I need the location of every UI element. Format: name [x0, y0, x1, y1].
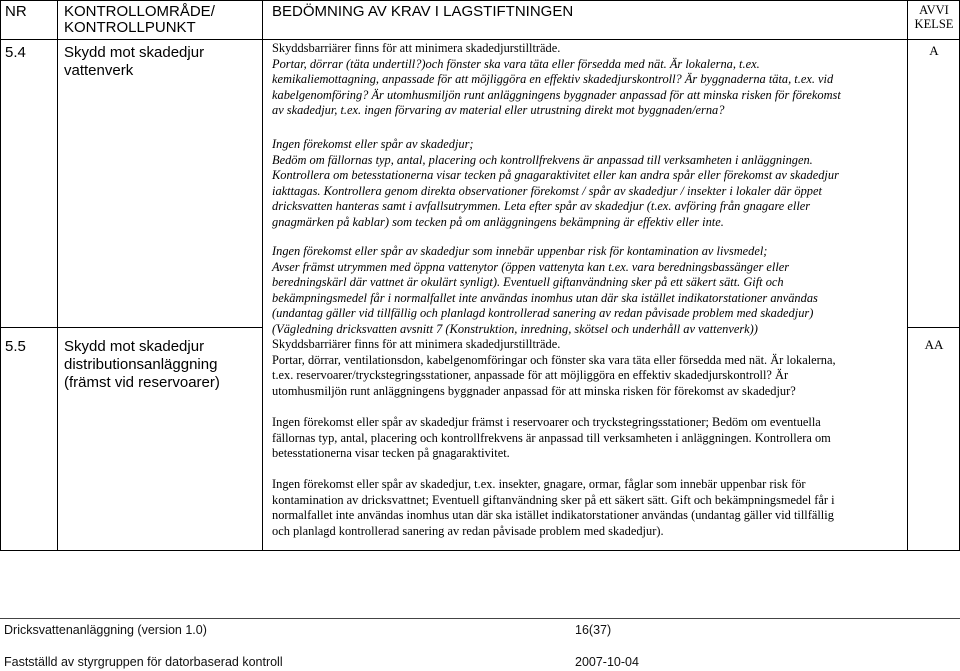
table-bottom-border: [0, 550, 960, 551]
row-5-5-block-1: Skyddsbarriärer finns för att minimera skadedjurstillträde. Portar, dörrar, ventilationsdon, kabelgenomföringar och fönster ska vara täta eller försedda med nät. Är lokalerna, t.ex. reservoarer/tryckstegringsstationer, anpassade för att möjliggöra en effektiv skadedjurskontroll? Är utomhusmiljön runt anläggningens byggnader anpassad för att minska risken för förekomst av skadedjur?: [272, 337, 836, 398]
footer-approved-by: Fastställd av styrgruppen för datorbaserad kontroll: [4, 655, 283, 669]
row-5-5-nr: 5.5: [5, 338, 26, 355]
row-5-5-block-3: Ingen förekomst eller spår av skadedjur, t.ex. insekter, gnagare, ormar, fåglar som innebär uppenbar risk för kontamination av dricksvattnet; Eventuell giftanvändning sker på ett säkert sätt. Gift och bekämpningsmedel får i normalfallet inte användas inomhus utan där ska istället indikatorstationer användas (undantag gäller vid tillfällig och planlagd kontrollerad sanering av redan påvisade problem med skadedjur).: [272, 477, 835, 538]
footer-divider: [0, 618, 960, 619]
row-5-4-block-1: Skyddsbarriärer finns för att minimera skadedjurstillträde. Portar, dörrar (täta undertill?)och fönster ska vara täta eller försedda med nät. Är lokalerna, t.ex. kemikaliemottagning, anpassade för att möjliggöra en effektiv skadedjurskontroll? Är byggnaderna täta, t.ex. vid kabelgenomföring? Är utomhusmiljön runt anläggningens byggnader anpassad för att minska risken för förekomst av skadedjur, t.ex. ingen förvaring av material eller utrustning direkt mot byggnaden/erna?: [272, 41, 841, 117]
header-bottom-border: [0, 39, 960, 40]
row-5-4-nr: 5.4: [5, 44, 26, 61]
col-divider-area: [262, 0, 263, 551]
header-area: KONTROLLOMRÅDE/ KONTROLLPUNKT: [64, 3, 215, 36]
row-5-5-area: Skydd mot skadedjur distributionsanläggning (främst vid reservoarer): [64, 338, 220, 391]
row-5-4-block-2: Ingen förekomst eller spår av skadedjur; Bedöm om fällornas typ, antal, placering och kontrollfrekvens är anpassad till verksamheten i anläggningen. Kontrollera om betesstationerna visar tecken på gnagaraktivitet eller kan andra spår eller förekomst av skadedjur iakttagas. Kontrollera genom direkta observationer förekomst / spår av skadedjur / insekter i lokaler där öppet dricksvatten hanteras samt i avfallsutrymmen. Leta efter spår av skadedjur (t.ex. avföring från gnagare eller gnagmärken på kablar) som tecken på om anläggningens bekämpning är effektiv eller inte.: [272, 137, 839, 229]
footer-page-number: 16(37): [575, 623, 612, 637]
header-deviation: AVVI KELSE: [914, 3, 954, 31]
row-5-4-block-3: Ingen förekomst eller spår av skadedjur som innebär uppenbar risk för kontamination av livsmedel; Avser främst utrymmen med öppna vattenytor (öppen vattenyta kan t.ex. vara beredningsbassänger eller beredningskärl där vattnet är okulärt synligt). Eventuell giftanvändning sker på ett säkert sätt. Gift och bekämpningsmedel får i normalfallet inte användas inomhus utan där ska istället indikatorstationer användas (undantag gäller vid tillfällig och planlagd kontrollerad sanering av redan påvisade problem med skadedjur) (Vägledning dricksvatten avsnitt 7 (Konstruktion, inredning, skötsel och underhåll av vattenverk)): [272, 244, 818, 336]
footer-doc-title: Dricksvattenanläggning (version 1.0): [4, 623, 207, 637]
footer-date: 2007-10-04: [575, 655, 639, 669]
table-left-border: [0, 0, 1, 551]
row-5-5-block-2: Ingen förekomst eller spår av skadedjur främst i reservoarer och tryckstegringsstationer; Bedöm om eventuella fällornas typ, antal, placering och kontrollfrekvens är anpassad till verksamheten i anläggningen. Kontrollera om betesstationerna visar tecken på gnagaraktivitet.: [272, 415, 831, 460]
col-divider-nr: [57, 0, 58, 551]
row-5-5-code: AA: [924, 337, 944, 352]
row-divider-left: [0, 327, 263, 328]
header-assessment: BEDÖMNING AV KRAV I LAGSTIFTNINGEN: [272, 3, 574, 20]
table-top-border: [0, 0, 960, 1]
header-nr: NR: [5, 3, 27, 20]
row-5-4-area: Skydd mot skadedjur vattenverk: [64, 44, 205, 79]
row-5-4-code: A: [929, 43, 939, 58]
